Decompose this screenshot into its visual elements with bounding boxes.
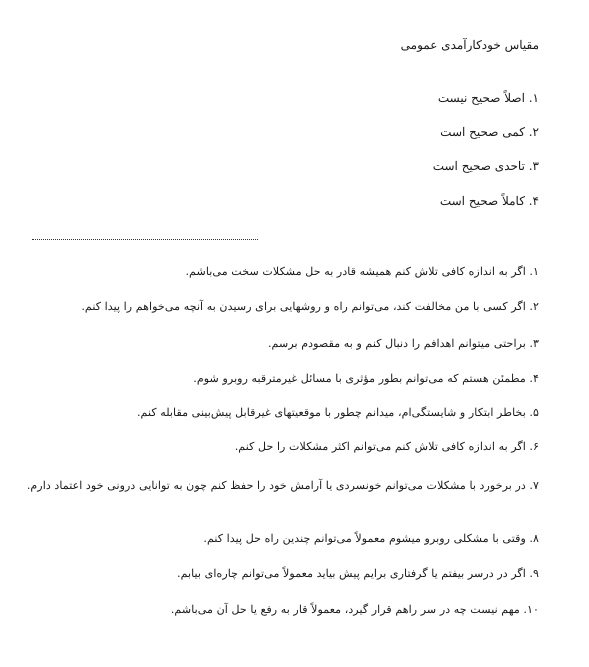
question-item-1: ۱. اگر به اندازه کافی تلاش کنم همیشه قادر به حل مشکلات سخت می‌باشم.	[185, 265, 539, 278]
question-item-7: ۷. در برخورد با مشکلات می‌توانم خونسردی یا آرامش خود را حفظ کنم چون به توانایی درونی خود اعتماد دارم.	[26, 479, 539, 492]
question-item-6: ۶. اگر به اندازه کافی تلاش کنم می‌توانم اکثر مشکلات را حل کنم.	[234, 440, 539, 453]
question-item-10: ۱۰. مهم نیست چه در سر راهم قرار گیرد، معمولاً قار به رفع یا حل آن می‌باشم.	[170, 603, 539, 616]
question-item-5: ۵. بخاطر ابتکار و شایستگی‌ام، میدانم چطور با موقعیتهای غیرقابل پیش‌بینی مقابله کنم.	[136, 406, 539, 419]
question-item-2: ۲. اگر کسی با من مخالفت کند، می‌توانم راه و روشهایی برای رسیدن به آنچه می‌خواهم را پیدا کنم.	[81, 300, 539, 313]
response-option-2: ۲. کمی صحیح است	[440, 125, 539, 139]
response-option-3: ۳. تاحدی صحیح است	[432, 159, 539, 173]
response-option-1: ۱. اصلاً صحیح نیست	[437, 91, 539, 105]
question-item-8: ۸. وقتی با مشکلی روبرو میشوم معمولاً می‌توانم چندین راه حل پیدا کنم.	[203, 532, 539, 545]
page-title: مقیاس خودکارآمدی عمومی	[400, 38, 539, 52]
question-item-3: ۳. براحتی میتوانم اهدافم را دنبال کنم و به مقصودم برسم.	[267, 337, 539, 350]
dotted-divider	[32, 239, 258, 240]
question-item-4: ۴. مطمئن هستم که می‌توانم بطور مؤثری با مسائل غیرمترقبه روبرو شوم.	[193, 372, 539, 385]
question-item-9: ۹. اگر در درسر بیفتم یا گرفتاری برایم پیش بیاید معمولاً می‌توانم چاره‌ای بیابم.	[177, 567, 539, 580]
response-option-4: ۴. کاملاً صحیح است	[439, 194, 539, 208]
